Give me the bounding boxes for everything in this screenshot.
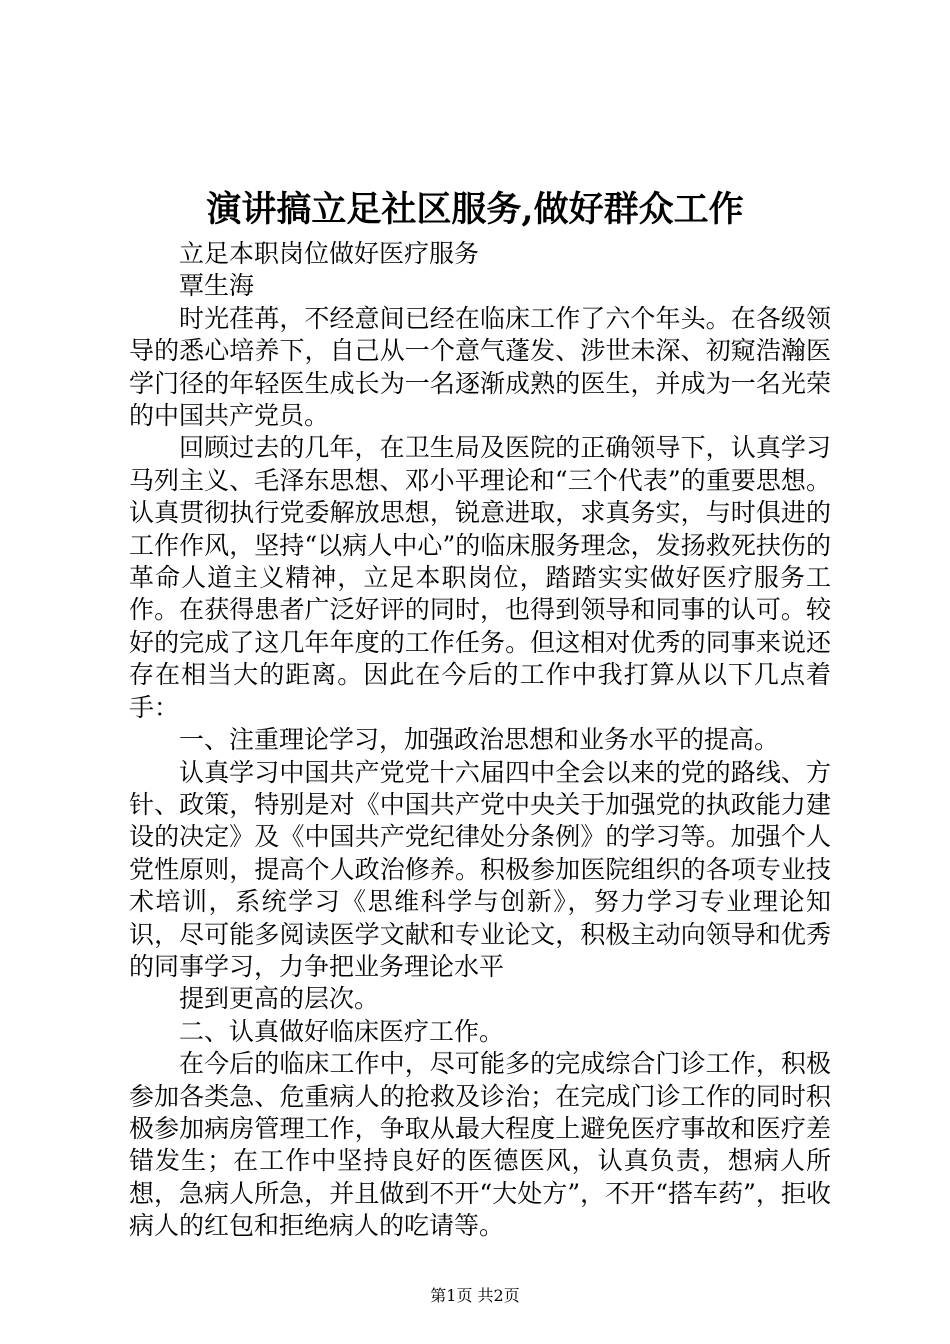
paragraph-study: 认真学习中国共产党党十六届四中全会以来的党的路线、方针、政策，特别是对《中国共产党中央关于加强党的执政能力建设的决定》及《中国共产党纪律处分条例》的学习等。加强个人党性原则，提高个人政治修养。积极参加医院组织的各项专业技术培训，系统学习《思维科学与创新》，努力学习专业理论知识，尽可能多阅读医学文献和专业论文，积极主动向领导和优秀的同事学习，力争把业务理论水平 xyxy=(129,757,831,981)
document-title: 演讲搞立足社区服务,做好群众工作 xyxy=(206,189,744,230)
section-heading-1: 一、注重理论学习，加强政治思想和业务水平的提高。 xyxy=(179,725,780,755)
subtitle: 立足本职岗位做好医疗服务 xyxy=(179,239,480,268)
paragraph-review: 回顾过去的几年，在卫生局及医院的正确领导下，认真学习马列主义、毛泽东思想、邓小平理论和“三个代表”的重要思想。认真贯彻执行党委解放思想，锐意进取，求真务实，与时俱进的工作作风，坚持“以病人中心”的临床服务理念，发扬救死扶伤的革命人道主义精神，立足本职岗位，踏踏实实做好医疗服务工作。在获得患者广泛好评的同时，也得到领导和同事的认可。较好的完成了这几年年度的工作任务。但这相对优秀的同事来说还存在相当大的距离。因此在今后的工作中我打算从以下几点着手： xyxy=(129,433,831,722)
page-number-footer: 第1页 共2页 xyxy=(430,1286,520,1305)
paragraph-intro: 时光荏苒，不经意间已经在临床工作了六个年头。在各级领导的悉心培养下，自己从一个意气蓬发、涉世未深、初窥浩瀚医学门径的年轻医生成长为一名逐渐成熟的医生，并成为一名光荣的中国共产党员。 xyxy=(129,303,831,431)
paragraph-study-end: 提到更高的层次。 xyxy=(179,984,380,1014)
author-name: 覃生海 xyxy=(179,271,255,301)
section-heading-2: 二、认真做好临床医疗工作。 xyxy=(179,1016,505,1046)
document-body xyxy=(129,238,831,1243)
paragraph-clinical: 在今后的临床工作中，尽可能多的完成综合门诊工作，积极参加各类急、危重病人的抢救及诊治；在完成门诊工作的同时积极参加病房管理工作，争取从最大程度上避免医疗事故和医疗差错发生；在工作中坚持良好的医德医风，认真负责，想病人所想，急病人所急，并且做到不开“大处方”，不开“搭车药”，拒收病人的红包和拒绝病人的吃请等。 xyxy=(129,1049,831,1241)
